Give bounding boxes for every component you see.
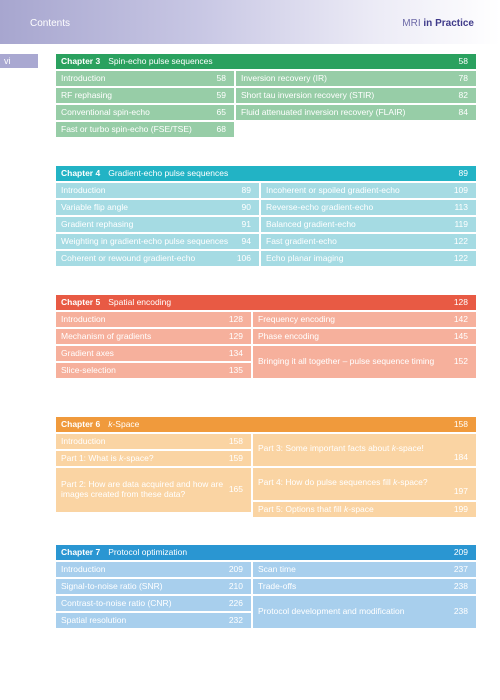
toc-entry[interactable]: Inversion recovery (IR) 78: [236, 71, 476, 86]
chapter-title: -Space: [112, 419, 140, 429]
chapter-page: 89: [458, 168, 468, 178]
page-header: [0, 0, 500, 44]
toc-entry[interactable]: Phase encoding 145: [253, 329, 476, 344]
toc-entry[interactable]: Signal-to-noise ratio (SNR) 210: [56, 579, 251, 594]
toc-entry[interactable]: Fast gradient-echo 122: [261, 234, 476, 249]
toc-entry[interactable]: Introduction 209: [56, 562, 251, 577]
chapter-3: [56, 54, 476, 137]
book-title-plain: MRI: [402, 18, 421, 29]
chapter-page: 58: [458, 56, 468, 66]
chapter-6-heading[interactable]: [56, 417, 476, 432]
toc-entry[interactable]: Part 2: How are data acquired and how are images created from these data? 165: [56, 468, 251, 512]
toc-entry[interactable]: Incoherent or spoiled gradient-echo 109: [261, 183, 476, 198]
chapter-title: Spin-echo pulse sequences: [108, 56, 213, 66]
chapter-5-heading[interactable]: [56, 295, 476, 310]
toc-entry[interactable]: Bringing it all together – pulse sequence timing 152: [253, 346, 476, 378]
chapter-label: Chapter 4: [61, 168, 101, 178]
chapter-title: Protocol optimization: [108, 547, 188, 557]
toc-entry[interactable]: Introduction 58: [56, 71, 234, 86]
toc-entry[interactable]: Introduction 158: [56, 434, 251, 449]
chapter-title-italic: k: [108, 419, 113, 429]
toc-entry[interactable]: Fluid attenuated inversion recovery (FLAIR) 84: [236, 105, 476, 120]
chapter-3-heading[interactable]: [56, 54, 476, 69]
page-number: vi: [0, 54, 38, 68]
toc-entry[interactable]: Fast or turbo spin-echo (FSE/TSE) 68: [56, 122, 234, 137]
toc-entry[interactable]: Part 3: Some important facts about k-space! 184: [253, 434, 476, 466]
toc-entry[interactable]: Slice-selection 135: [56, 363, 251, 378]
chapter-label: Chapter 5: [61, 297, 101, 307]
toc-entry[interactable]: Weighting in gradient-echo pulse sequences 94: [56, 234, 259, 249]
chapter-title: Spatial encoding: [108, 297, 172, 307]
toc-entry[interactable]: Gradient axes 134: [56, 346, 251, 361]
running-head-right: [402, 18, 474, 29]
toc-entry[interactable]: Protocol development and modification 238: [253, 596, 476, 628]
toc-entry[interactable]: Part 5: Options that fill k-space 199: [253, 502, 476, 517]
chapter-page: 128: [453, 297, 468, 307]
chapter-5: [56, 295, 476, 378]
toc-entry[interactable]: RF rephasing 59: [56, 88, 234, 103]
toc-entry[interactable]: Reverse-echo gradient-echo 113: [261, 200, 476, 215]
chapter-6: [56, 417, 476, 517]
chapter-page: 158: [453, 419, 468, 429]
toc-entry[interactable]: Coherent or rewound gradient-echo 106: [56, 251, 259, 266]
chapter-7-heading[interactable]: [56, 545, 476, 560]
toc-entry[interactable]: Contrast-to-noise ratio (CNR) 226: [56, 596, 251, 611]
chapter-label: Chapter 7: [61, 547, 101, 557]
toc-entry[interactable]: Variable flip angle 90: [56, 200, 259, 215]
toc-entry[interactable]: Introduction 128: [56, 312, 251, 327]
toc-entry[interactable]: Scan time 237: [253, 562, 476, 577]
toc-entry[interactable]: Balanced gradient-echo 119: [261, 217, 476, 232]
toc-entry[interactable]: Part 1: What is k-space? 159: [56, 451, 251, 466]
toc-entry[interactable]: Part 4: How do pulse sequences fill k-space? 197: [253, 468, 476, 500]
chapter-page: 209: [453, 547, 468, 557]
toc-entry[interactable]: Gradient rephasing 91: [56, 217, 259, 232]
book-title-bold: in Practice: [423, 18, 474, 29]
chapter-7: [56, 545, 476, 628]
chapter-label: Chapter 3: [61, 56, 101, 66]
toc-entry[interactable]: Mechanism of gradients 129: [56, 329, 251, 344]
toc-entry[interactable]: Introduction 89: [56, 183, 259, 198]
toc-entry[interactable]: Echo planar imaging 122: [261, 251, 476, 266]
chapter-title: Gradient-echo pulse sequences: [108, 168, 229, 178]
running-head-left: Contents: [30, 18, 71, 29]
toc-entry[interactable]: Frequency encoding 142: [253, 312, 476, 327]
toc-entry[interactable]: Spatial resolution 232: [56, 613, 251, 628]
chapter-4-heading[interactable]: [56, 166, 476, 181]
toc-entry[interactable]: Trade-offs 238: [253, 579, 476, 594]
toc-entry[interactable]: Conventional spin-echo 65: [56, 105, 234, 120]
chapter-label: Chapter 6: [61, 419, 101, 429]
toc-entry[interactable]: Short tau inversion recovery (STIR) 82: [236, 88, 476, 103]
chapter-4: [56, 166, 476, 266]
